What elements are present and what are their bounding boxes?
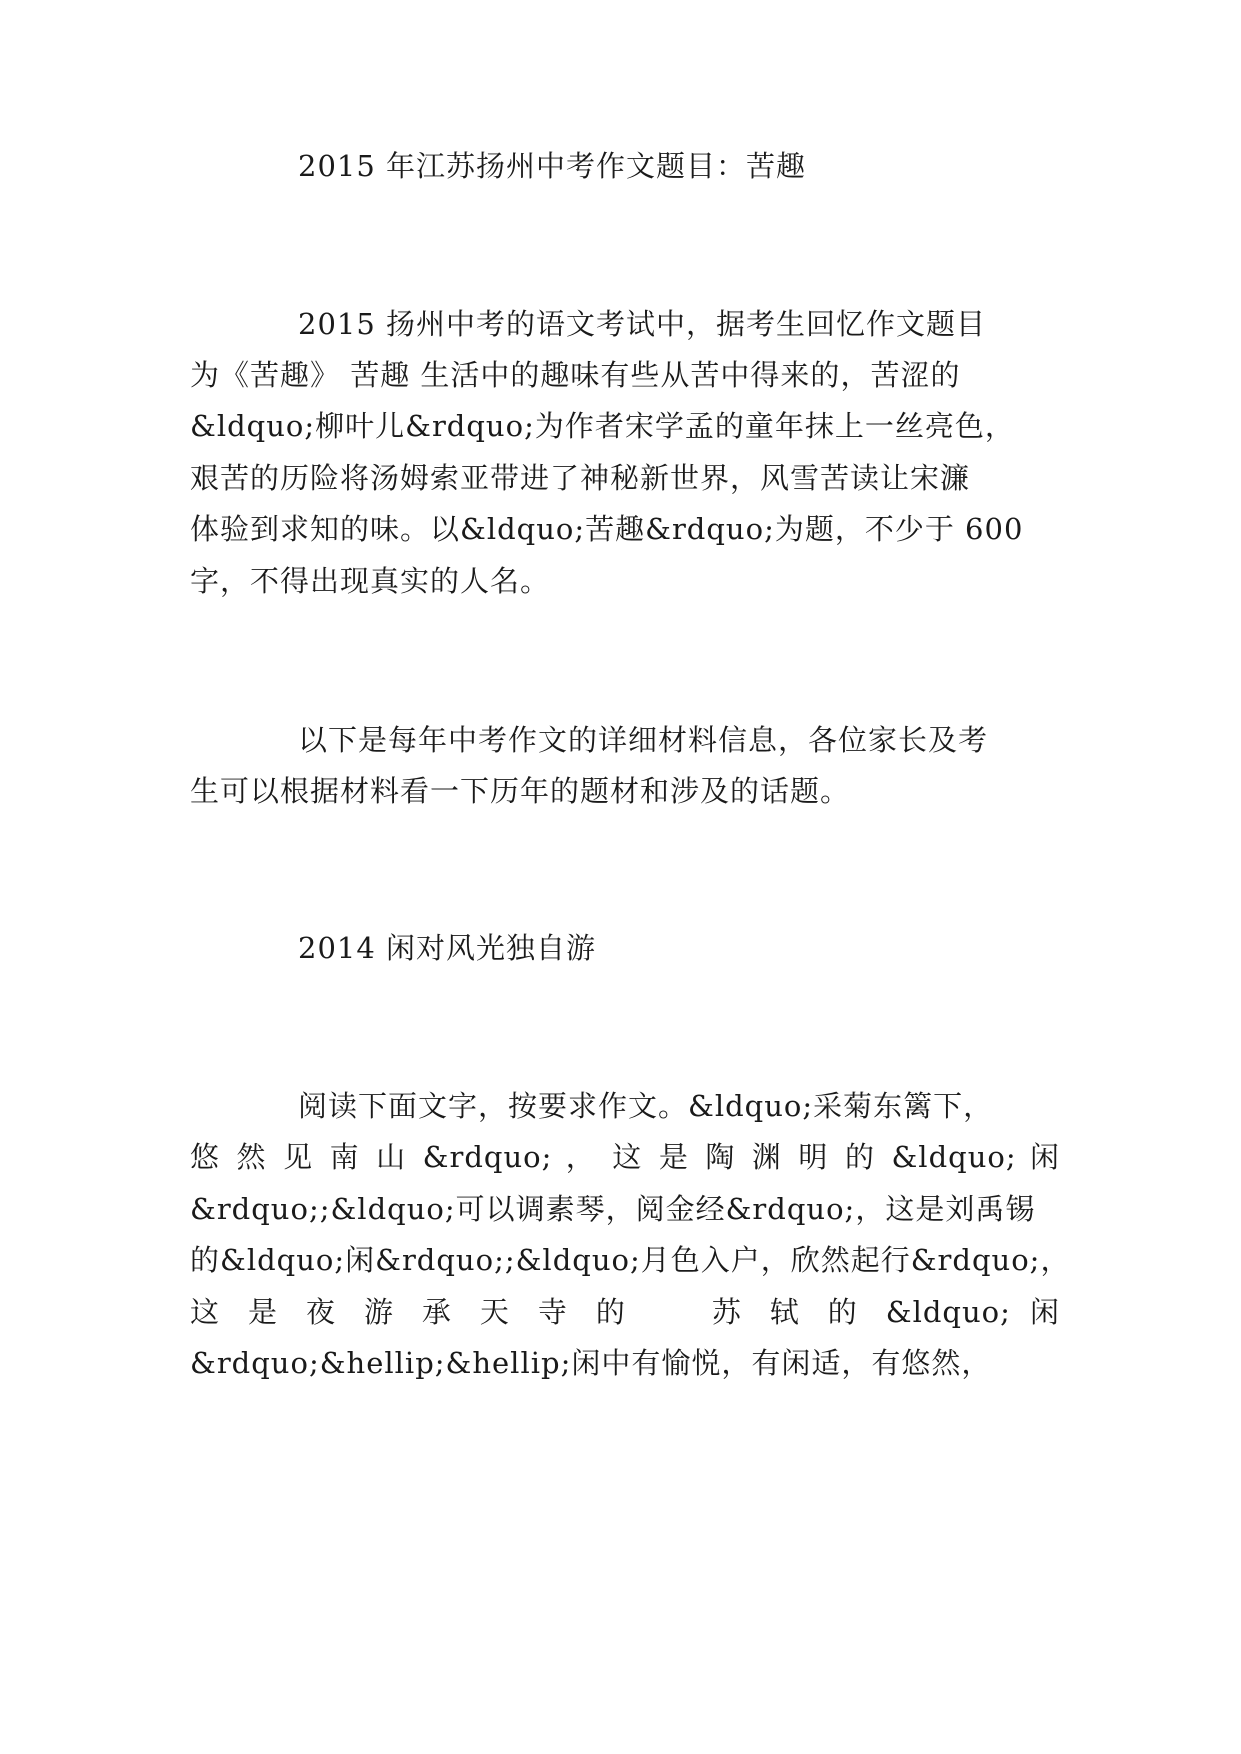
paragraph-line: 这 是 夜 游 承 天 寺 的 苏 轼 的 &ldquo; 闲 — [190, 1295, 1060, 1329]
paragraph-line: &rdquo;&hellip;&hellip;闲中有愉悦，有闲适，有悠然， — [190, 1346, 992, 1380]
paragraph-line: 的&ldquo;闲&rdquo;;&ldquo;月色入户，欣然起行&rdquo;， — [190, 1243, 1071, 1277]
paragraph-line: 字，不得出现真实的人名。 — [190, 564, 551, 598]
paragraph-line: 艰苦的历险将汤姆索亚带进了神秘新世界，风雪苦读让宋濂 — [190, 461, 971, 495]
paragraph-line: 阅读下面文字，按要求作文。&ldquo;采菊东篱下， — [298, 1089, 994, 1123]
paragraph-line: 体验到求知的味。以&ldquo;苦趣&rdquo;为题，不少于 600 — [190, 512, 1024, 546]
paragraph-line: &rdquo;;&ldquo;可以调素琴，阅金经&rdquo;，这是刘禹锡 — [190, 1192, 1036, 1226]
paragraph-line: 悠 然 见 南 山 &rdquo; ， 这 是 陶 渊 明 的 &ldquo; 闲 — [190, 1140, 1060, 1174]
paragraph-line: &ldquo;柳叶儿&rdquo;为作者宋学孟的童年抹上一丝亮色， — [190, 409, 1015, 443]
paragraph-line: 2015 扬州中考的语文考试中，据考生回忆作文题目 — [298, 307, 987, 341]
section-title-2014: 2014 闲对风光独自游 — [298, 931, 597, 965]
section-title-2015: 2015 年江苏扬州中考作文题目：苦趣 — [298, 149, 807, 183]
paragraph-line: 生可以根据材料看一下历年的题材和涉及的话题。 — [190, 774, 851, 808]
paragraph-line: 为《苦趣》 苦趣 生活中的趣味有些从苦中得来的，苦涩的 — [190, 358, 961, 392]
paragraph-line: 以下是每年中考作文的详细材料信息，各位家长及考 — [298, 723, 989, 757]
